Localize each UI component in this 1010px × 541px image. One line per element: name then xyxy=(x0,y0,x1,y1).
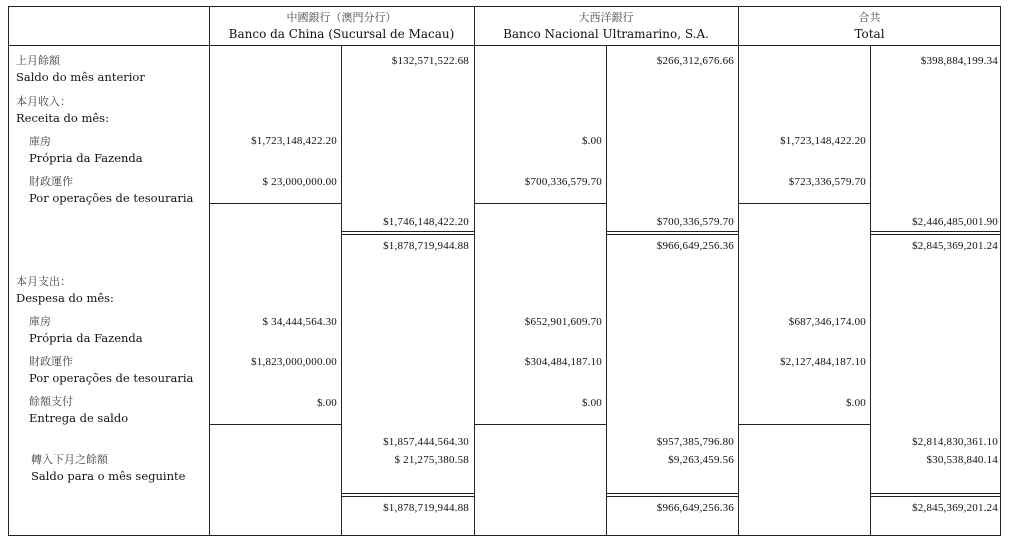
rule xyxy=(870,496,1001,497)
amount-cell: $ 23,000,000.00 xyxy=(262,176,337,188)
label-exp-balance: 餘額支付 Entrega de saldo xyxy=(29,395,129,425)
amount-cell: $966,649,256.36 xyxy=(656,240,734,252)
amount-cell: $30,538,840.14 xyxy=(926,454,998,466)
amount-cell: $9,263,459.56 xyxy=(668,454,734,466)
rule xyxy=(209,424,341,425)
rule xyxy=(738,424,870,425)
label-exp-fazenda: 庫房 Própria da Fazenda xyxy=(29,315,143,345)
amount-cell: $132,571,522.68 xyxy=(391,55,469,67)
rule xyxy=(341,231,474,232)
amount-cell: $2,127,484,187.10 xyxy=(780,356,866,368)
amount-cell: $1,878,719,944.88 xyxy=(383,240,469,252)
rule xyxy=(209,203,341,204)
header-divider xyxy=(9,45,1000,46)
label-expenses-title: 本月支出： Despesa do mês: xyxy=(16,275,114,305)
amount-cell: $.00 xyxy=(316,397,337,409)
rule xyxy=(606,231,738,232)
header-total: 合共 Total xyxy=(854,11,885,41)
amount-cell: $ 34,444,564.30 xyxy=(262,316,337,328)
column-divider xyxy=(738,7,739,535)
amount-cell: $1,878,719,944.88 xyxy=(383,502,469,514)
label-exp-treasury: 財政運作 Por operações de tesouraria xyxy=(29,355,194,385)
amount-cell: $2,845,369,201.24 xyxy=(912,502,998,514)
amount-cell: $957,385,796.80 xyxy=(656,436,734,448)
amount-cell: $.00 xyxy=(581,135,602,147)
label-rec-treasury: 財政運作 Por operações de tesouraria xyxy=(29,175,194,205)
amount-cell: $2,845,369,201.24 xyxy=(912,240,998,252)
label-next-balance: 轉入下月之餘額 Saldo para o mês seguinte xyxy=(31,453,186,483)
amount-cell: $1,723,148,422.20 xyxy=(780,135,866,147)
amount-cell: $1,746,148,422.20 xyxy=(383,216,469,228)
rule xyxy=(738,203,870,204)
amount-cell: $700,336,579.70 xyxy=(524,176,602,188)
rule xyxy=(341,496,474,497)
subcolumn-divider xyxy=(341,45,342,535)
header-boc: 中國銀行（澳門分行） Banco da China (Sucursal de Macau) xyxy=(228,11,455,41)
amount-cell: $652,901,609.70 xyxy=(524,316,602,328)
amount-cell: $966,649,256.36 xyxy=(656,502,734,514)
column-divider xyxy=(209,7,210,535)
amount-cell: $700,336,579.70 xyxy=(656,216,734,228)
amount-cell: $1,823,000,000.00 xyxy=(251,356,337,368)
rule xyxy=(341,234,474,235)
rule xyxy=(870,231,1001,232)
rule xyxy=(606,234,738,235)
rule xyxy=(870,493,1001,494)
amount-cell: $304,484,187.10 xyxy=(524,356,602,368)
rule xyxy=(474,203,606,204)
amount-cell: $2,814,830,361.10 xyxy=(912,436,998,448)
treasury-statement-table xyxy=(8,6,1001,536)
amount-cell: $398,884,199.34 xyxy=(920,55,998,67)
amount-cell: $2,446,485,001.90 xyxy=(912,216,998,228)
rule xyxy=(870,234,1001,235)
rule xyxy=(606,496,738,497)
label-rec-fazenda: 庫房 Própria da Fazenda xyxy=(29,135,143,165)
subcolumn-divider xyxy=(870,45,871,535)
amount-cell: $.00 xyxy=(845,397,866,409)
rule xyxy=(606,493,738,494)
amount-cell: $ 21,275,380.58 xyxy=(394,454,469,466)
subcolumn-divider xyxy=(606,45,607,535)
label-receipts-title: 本月收入： Receita do mês: xyxy=(16,95,109,125)
amount-cell: $687,346,174.00 xyxy=(788,316,866,328)
amount-cell: $266,312,676.66 xyxy=(656,55,734,67)
rule xyxy=(474,424,606,425)
amount-cell: $.00 xyxy=(581,397,602,409)
amount-cell: $1,723,148,422.20 xyxy=(251,135,337,147)
header-bnu: 大西洋銀行 Banco Nacional Ultramarino, S.A. xyxy=(503,11,709,41)
label-prev-balance: 上月餘額 Saldo do mês anterior xyxy=(16,54,145,84)
amount-cell: $1,857,444,564.30 xyxy=(383,436,469,448)
rule xyxy=(341,493,474,494)
amount-cell: $723,336,579.70 xyxy=(788,176,866,188)
column-divider xyxy=(474,7,475,535)
